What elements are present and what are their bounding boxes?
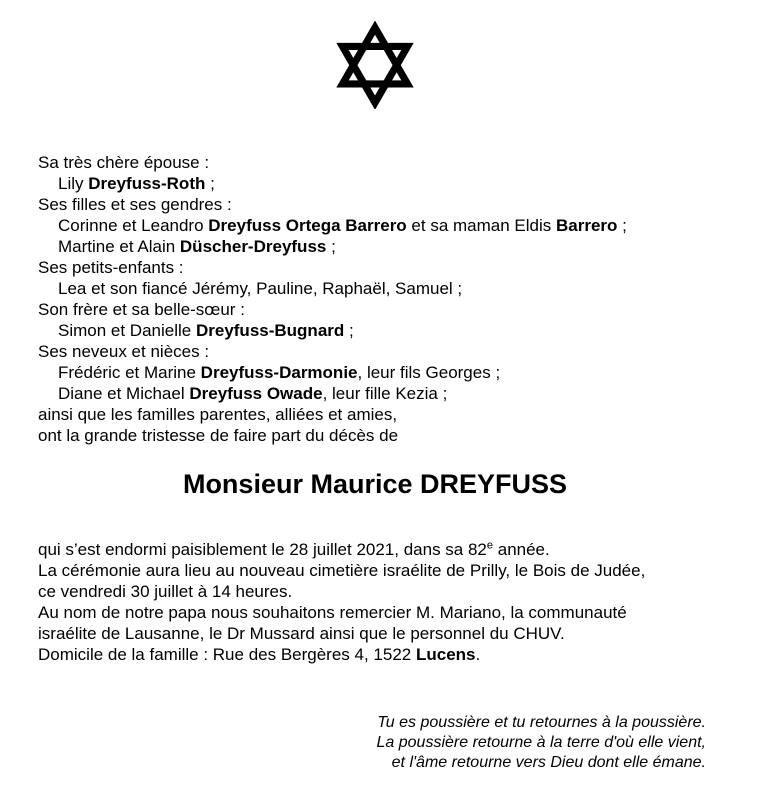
text-segment: Simon et Danielle — [58, 321, 196, 340]
text-segment: Corinne et Leandro — [58, 216, 209, 235]
ceremony-details — [38, 539, 712, 665]
text-line — [38, 194, 712, 215]
text-line — [38, 602, 712, 623]
text-line — [38, 362, 712, 383]
text-line — [38, 753, 706, 773]
text-segment: Dreyfuss-Roth — [88, 174, 206, 193]
scripture-quote — [38, 713, 712, 773]
deceased-name-title: Monsieur Maurice DREYFUSS — [182, 469, 568, 499]
text-line — [38, 215, 712, 236]
text-segment: Dreyfuss Ortega Barrero — [208, 216, 407, 235]
text-segment: et sa maman Eldis — [406, 216, 556, 235]
text-line — [38, 404, 712, 425]
text-line — [38, 236, 712, 257]
text-segment: Dreyfuss-Bugnard — [195, 321, 345, 340]
text-segment: Son frère et sa belle-sœur : — [38, 300, 245, 319]
text-segment: Sa très chère épouse : — [38, 153, 210, 172]
text-line — [38, 299, 712, 320]
text-segment: . — [475, 645, 481, 664]
star-of-david-icon — [38, 21, 712, 109]
document-content — [38, 0, 712, 773]
text-line — [38, 644, 712, 665]
text-segment: , leur fils Georges ; — [357, 363, 501, 382]
text-segment: Martine et Alain — [58, 237, 180, 256]
text-segment: ; — [326, 237, 336, 256]
text-segment: israélite de Lausanne, le Dr Mussard ainsi que le personnel du CHUV. — [38, 624, 565, 643]
text-line — [38, 320, 712, 341]
text-line — [38, 152, 712, 173]
text-line — [38, 278, 712, 299]
text-segment: Düscher-Dreyfuss — [179, 237, 327, 256]
text-line — [38, 623, 712, 644]
family-announcement-list — [38, 152, 712, 446]
text-line — [38, 733, 706, 753]
text-segment: ont la grande tristesse de faire part du décès de — [38, 426, 399, 445]
text-line — [38, 257, 712, 278]
text-segment: Domicile de la famille : Rue des Bergères 4, 1522 — [38, 645, 416, 664]
text-segment: ; — [617, 216, 627, 235]
text-line — [38, 581, 712, 602]
text-line — [38, 383, 712, 404]
text-segment: Dreyfuss-Darmonie — [200, 363, 358, 382]
text-segment: Lily — [58, 174, 89, 193]
text-segment: qui s’est endormi paisiblement le 28 juillet 2021, dans sa 82 — [38, 540, 487, 559]
text-line — [38, 560, 712, 581]
text-line — [38, 713, 706, 733]
text-segment: La poussière retourne à la terre d'où elle vient, — [376, 734, 706, 751]
text-segment: Dreyfuss Owade — [189, 384, 323, 403]
text-segment: Ses neveux et nièces : — [38, 342, 210, 361]
text-segment: ; — [344, 321, 354, 340]
text-segment: année. — [493, 540, 550, 559]
text-segment: e — [486, 539, 494, 552]
text-line — [38, 173, 712, 194]
text-segment: ce vendredi 30 juillet à 14 heures. — [38, 582, 293, 601]
text-segment: et l'âme retourne vers Dieu dont elle émane. — [391, 754, 706, 771]
text-line — [38, 425, 712, 446]
text-segment: La cérémonie aura lieu au nouveau cimetière israélite de Prilly, le Bois de Judée, — [38, 561, 646, 580]
text-segment: ainsi que les familles parentes, alliées et amies, — [38, 405, 398, 424]
text-line — [38, 341, 712, 362]
text-segment: Frédéric et Marine — [58, 363, 201, 382]
text-segment: Au nom de notre papa nous souhaitons remercier M. Mariano, la communauté — [38, 603, 627, 622]
text-segment: Ses petits-enfants : — [38, 258, 184, 277]
text-segment: Barrero — [555, 216, 618, 235]
text-segment: Tu es poussière et tu retournes à la poussière. — [377, 714, 706, 731]
text-segment: , leur fille Kezia ; — [322, 384, 448, 403]
text-segment: Ses filles et ses gendres : — [38, 195, 232, 214]
text-line — [38, 539, 712, 560]
text-segment: Lucens — [415, 645, 476, 664]
text-segment: Lea et son fiancé Jérémy, Pauline, Raphaël, Samuel ; — [58, 279, 463, 298]
text-segment: ; — [205, 174, 215, 193]
text-segment: Diane et Michael — [58, 384, 190, 403]
